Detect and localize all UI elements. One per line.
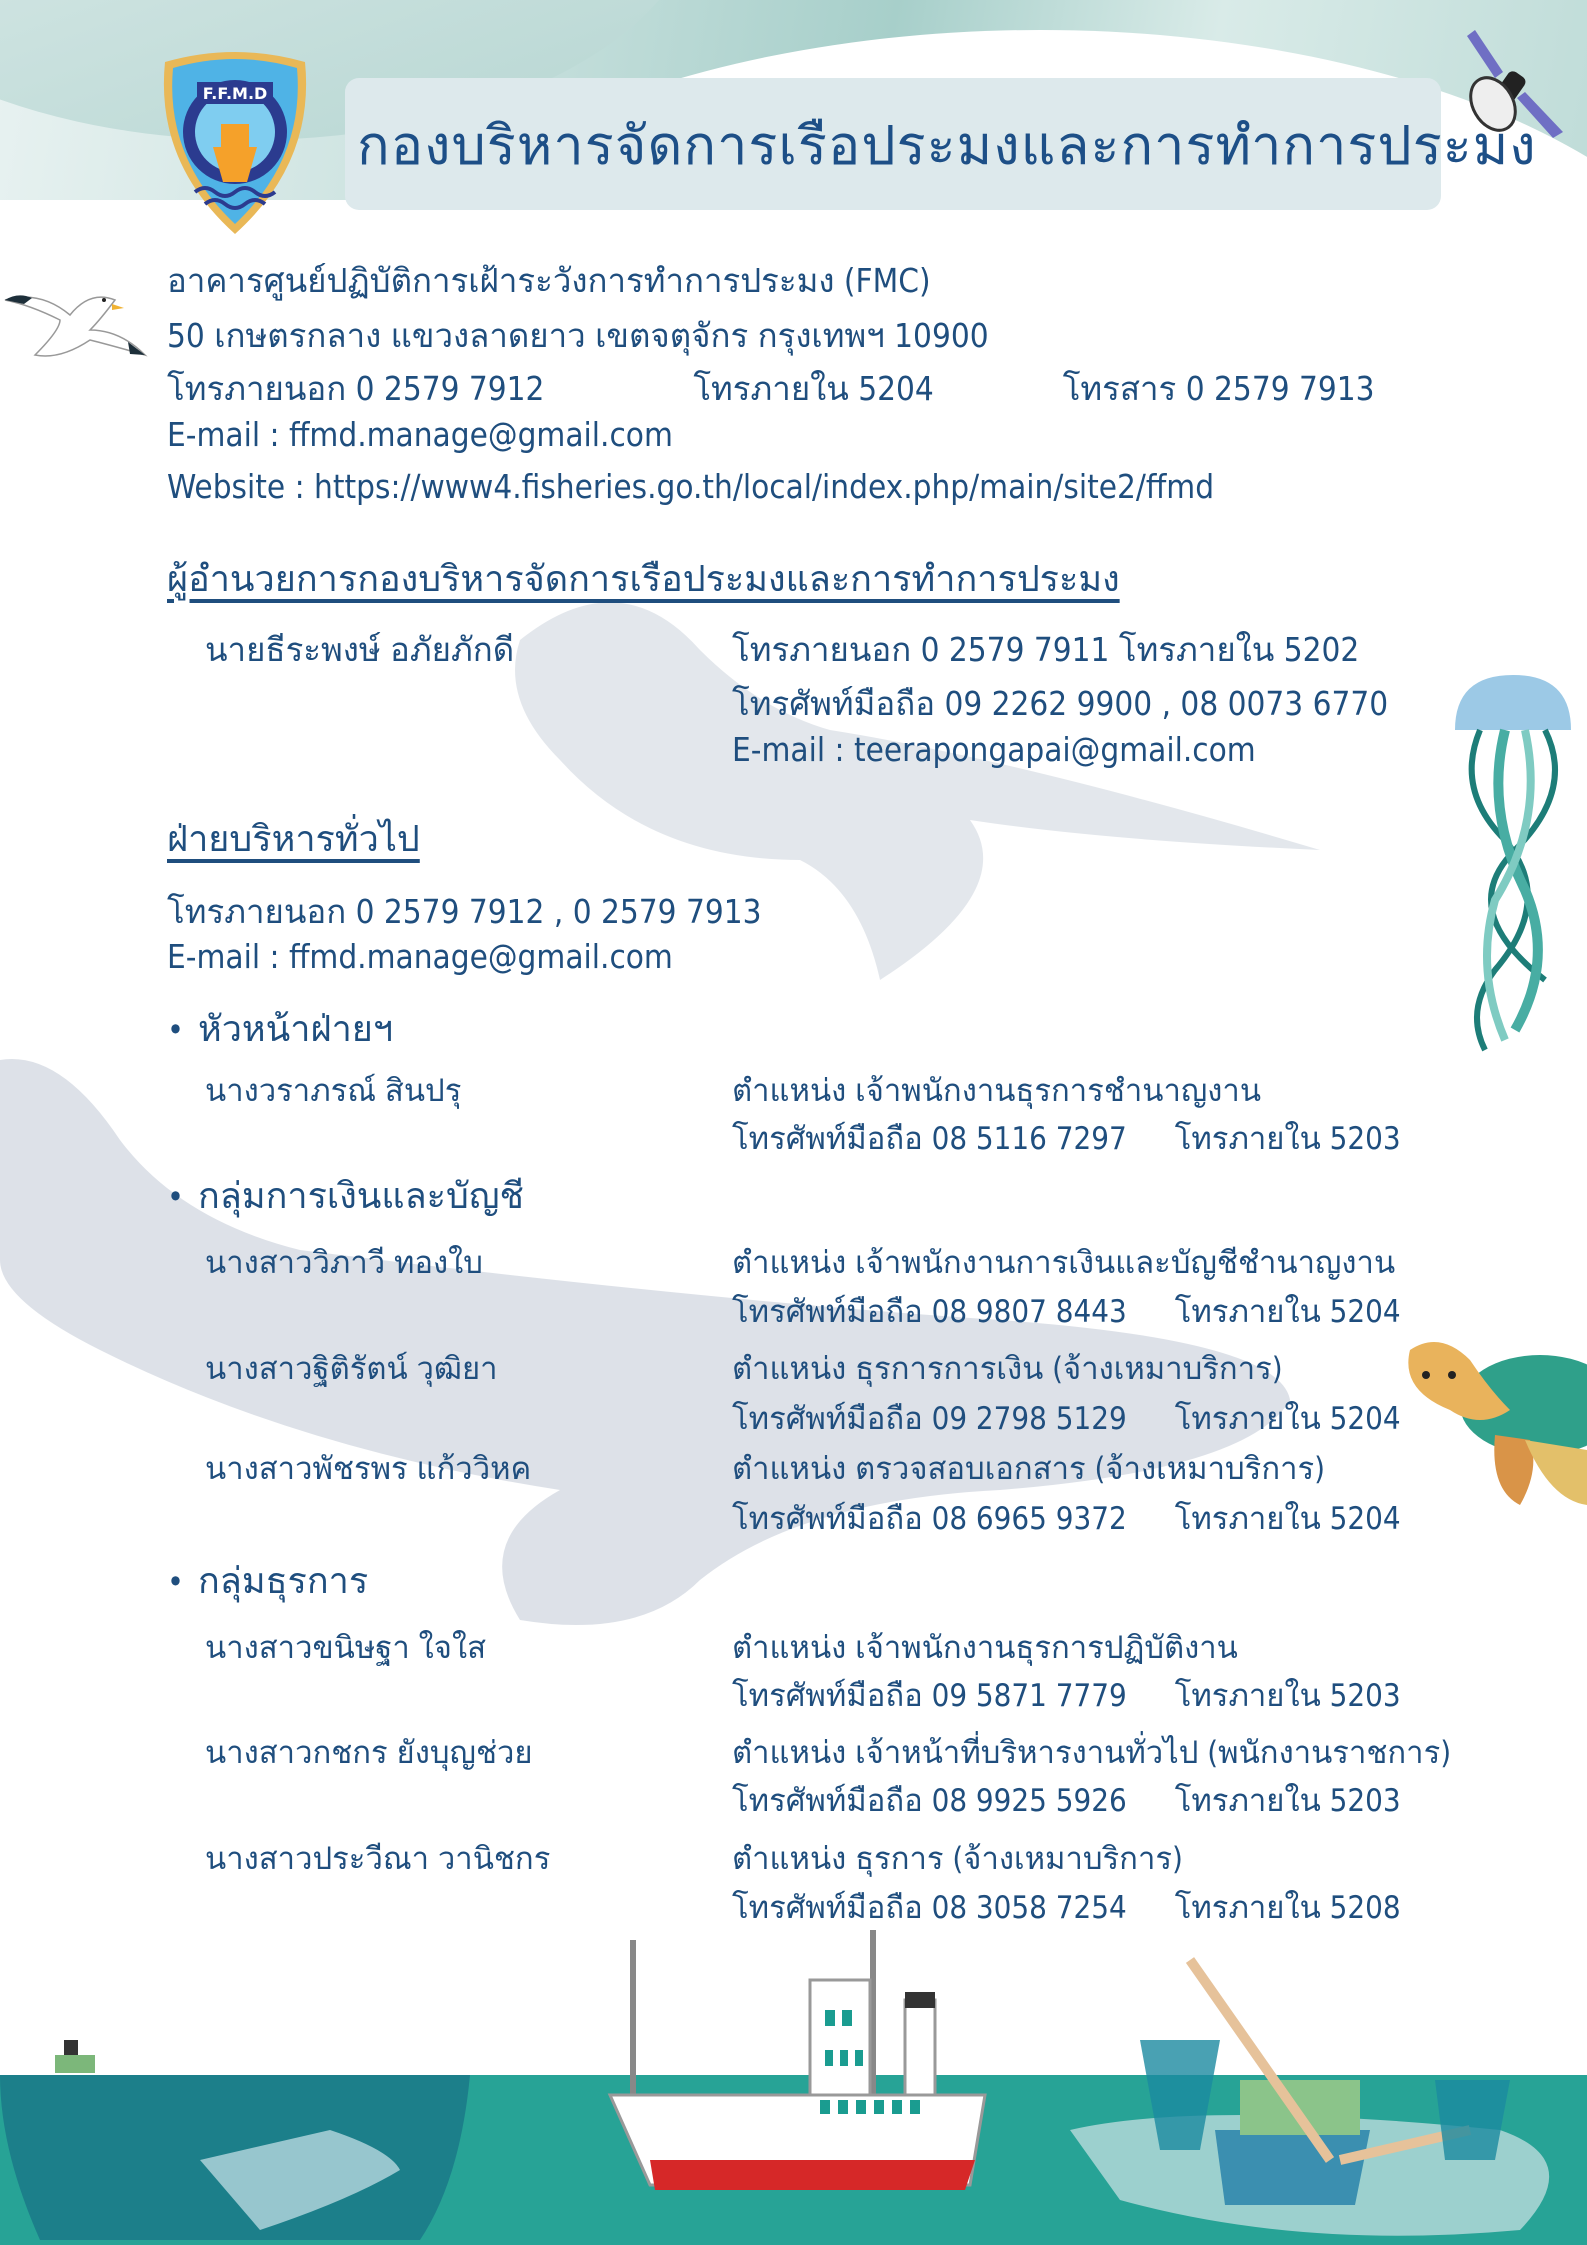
member-name: นางสาวกชกร ยังบุญช่วย	[205, 1735, 533, 1771]
office-email-link[interactable]: ffmd.manage@gmail.com	[288, 415, 673, 454]
office-website-link[interactable]: https://www4.fisheries.go.th/local/index.php/main/site2/ffmd	[314, 467, 1215, 506]
member-name: นางสาวประวีณา วานิชกร	[205, 1841, 551, 1877]
member-name: นางวราภรณ์ สินปรุ	[205, 1073, 462, 1109]
member-contact	[732, 1882, 1401, 1932]
office-building: อาคารศูนย์ปฏิบัติการเฝ้าระวังการทำการประมง (FMC)	[167, 261, 931, 300]
admin-phone: โทรภายนอก 0 2579 7912 , 0 2579 7913	[167, 892, 762, 931]
svg-text:F.F.M.D: F.F.M.D	[202, 84, 268, 103]
member-position: ตำแหน่ง เจ้าพนักงานธุรการปฏิบัติงาน	[732, 1630, 1238, 1666]
member-mobile: โทรศัพท์มือถือ 09 5871 7779	[732, 1678, 1127, 1714]
phone-internal: 5204	[858, 369, 934, 408]
phone-external-label: โทรภายนอก	[167, 369, 347, 408]
director-mobile: โทรศัพท์มือถือ 09 2262 9900 , 08 0073 6770	[732, 684, 1389, 723]
sea-turtle-icon	[1390, 1320, 1587, 1510]
admin-email[interactable]: E-mail : ffmd.manage@gmail.com	[167, 937, 673, 976]
member-ext: โทรภายใน 5204	[1174, 1401, 1401, 1437]
member-contact	[732, 1393, 1401, 1443]
member-position: ตำแหน่ง ธุรการการเงิน (จ้างเหมาบริการ)	[732, 1351, 1283, 1387]
ffmd-logo-icon	[155, 42, 315, 238]
admin-heading: ฝ่ายบริหารทั่วไป	[167, 819, 420, 860]
director-email[interactable]: E-mail : teerapongapai@gmail.com	[732, 730, 1256, 769]
member-ext: โทรภายใน 5203	[1174, 1678, 1401, 1714]
member-position: ตำแหน่ง เจ้าพนักงานการเงินและบัญชีชำนาญงาน	[732, 1245, 1396, 1281]
member-contact	[732, 1113, 1401, 1163]
jellyfish-icon	[1435, 670, 1587, 1055]
member-contact	[732, 1775, 1401, 1825]
member-ext: โทรภายใน 5203	[1174, 1783, 1401, 1819]
page-title: กองบริหารจัดการเรือประมงและการทำการประมง	[357, 114, 1537, 177]
member-name: นางสาวขนิษฐา ใจใส	[205, 1630, 487, 1666]
member-ext: โทรภายใน 5208	[1174, 1890, 1401, 1926]
group-title-finance: • กลุ่มการเงินและบัญชี	[167, 1167, 524, 1224]
member-name: นางสาวฐิติรัตน์ วุฒิยา	[205, 1351, 498, 1387]
phone-internal-label: โทรภายใน	[693, 369, 849, 408]
office-address: 50 เกษตรกลาง แขวงลาดยาว เขตจตุจักร กรุงเทพฯ 10900	[167, 316, 989, 355]
director-phone: โทรภายนอก 0 2579 7911 โทรภายใน 5202	[732, 630, 1360, 669]
fax-number: 0 2579 7913	[1185, 369, 1375, 408]
group-title-head: • หัวหน้าฝ่ายฯ	[167, 1000, 393, 1057]
member-contact	[732, 1286, 1401, 1336]
phone-external: 0 2579 7912	[355, 369, 545, 408]
group-title-admin: • กลุ่มธุรการ	[167, 1552, 368, 1609]
website-label: Website :	[167, 467, 305, 506]
member-mobile: โทรศัพท์มือถือ 08 9925 5926	[732, 1783, 1127, 1819]
office-phones	[167, 362, 1375, 415]
member-position: ตำแหน่ง ตรวจสอบเอกสาร (จ้างเหมาบริการ)	[732, 1451, 1326, 1487]
member-position: ตำแหน่ง เจ้าพนักงานธุรการชำนาญงาน	[732, 1073, 1262, 1109]
office-website-row	[167, 467, 1214, 506]
member-contact	[732, 1670, 1401, 1720]
member-mobile: โทรศัพท์มือถือ 08 6965 9372	[732, 1501, 1127, 1537]
director-name: นายธีระพงษ์ อภัยภักดี	[205, 630, 515, 669]
fax-label: โทรสาร	[1062, 369, 1177, 408]
member-mobile: โทรศัพท์มือถือ 08 5116 7297	[732, 1121, 1127, 1157]
member-ext: โทรภายใน 5204	[1174, 1294, 1401, 1330]
office-email-row	[167, 415, 673, 454]
member-mobile: โทรศัพท์มือถือ 08 9807 8443	[732, 1294, 1127, 1330]
sea-scene	[0, 1900, 1587, 2245]
seagull-icon	[0, 270, 150, 370]
small-boat-icon	[55, 2040, 95, 2073]
member-position: ตำแหน่ง ธุรการ (จ้างเหมาบริการ)	[732, 1841, 1183, 1877]
member-contact	[732, 1493, 1401, 1543]
member-position: ตำแหน่ง เจ้าหน้าที่บริหารงานทั่วไป (พนักงานราชการ)	[732, 1735, 1452, 1771]
director-heading: ผู้อำนวยการกองบริหารจัดการเรือประมงและการทำการประมง	[167, 559, 1120, 600]
member-name: นางสาววิภาวี ทองใบ	[205, 1245, 483, 1281]
trawler-ship-icon	[610, 1930, 985, 2190]
member-ext: โทรภายใน 5203	[1174, 1121, 1401, 1157]
email-label: E-mail :	[167, 415, 280, 454]
member-name: นางสาวพัชรพร แก้ววิหค	[205, 1451, 532, 1487]
member-ext: โทรภายใน 5204	[1174, 1501, 1401, 1537]
member-mobile: โทรศัพท์มือถือ 08 3058 7254	[732, 1890, 1127, 1926]
member-mobile: โทรศัพท์มือถือ 09 2798 5129	[732, 1401, 1127, 1437]
